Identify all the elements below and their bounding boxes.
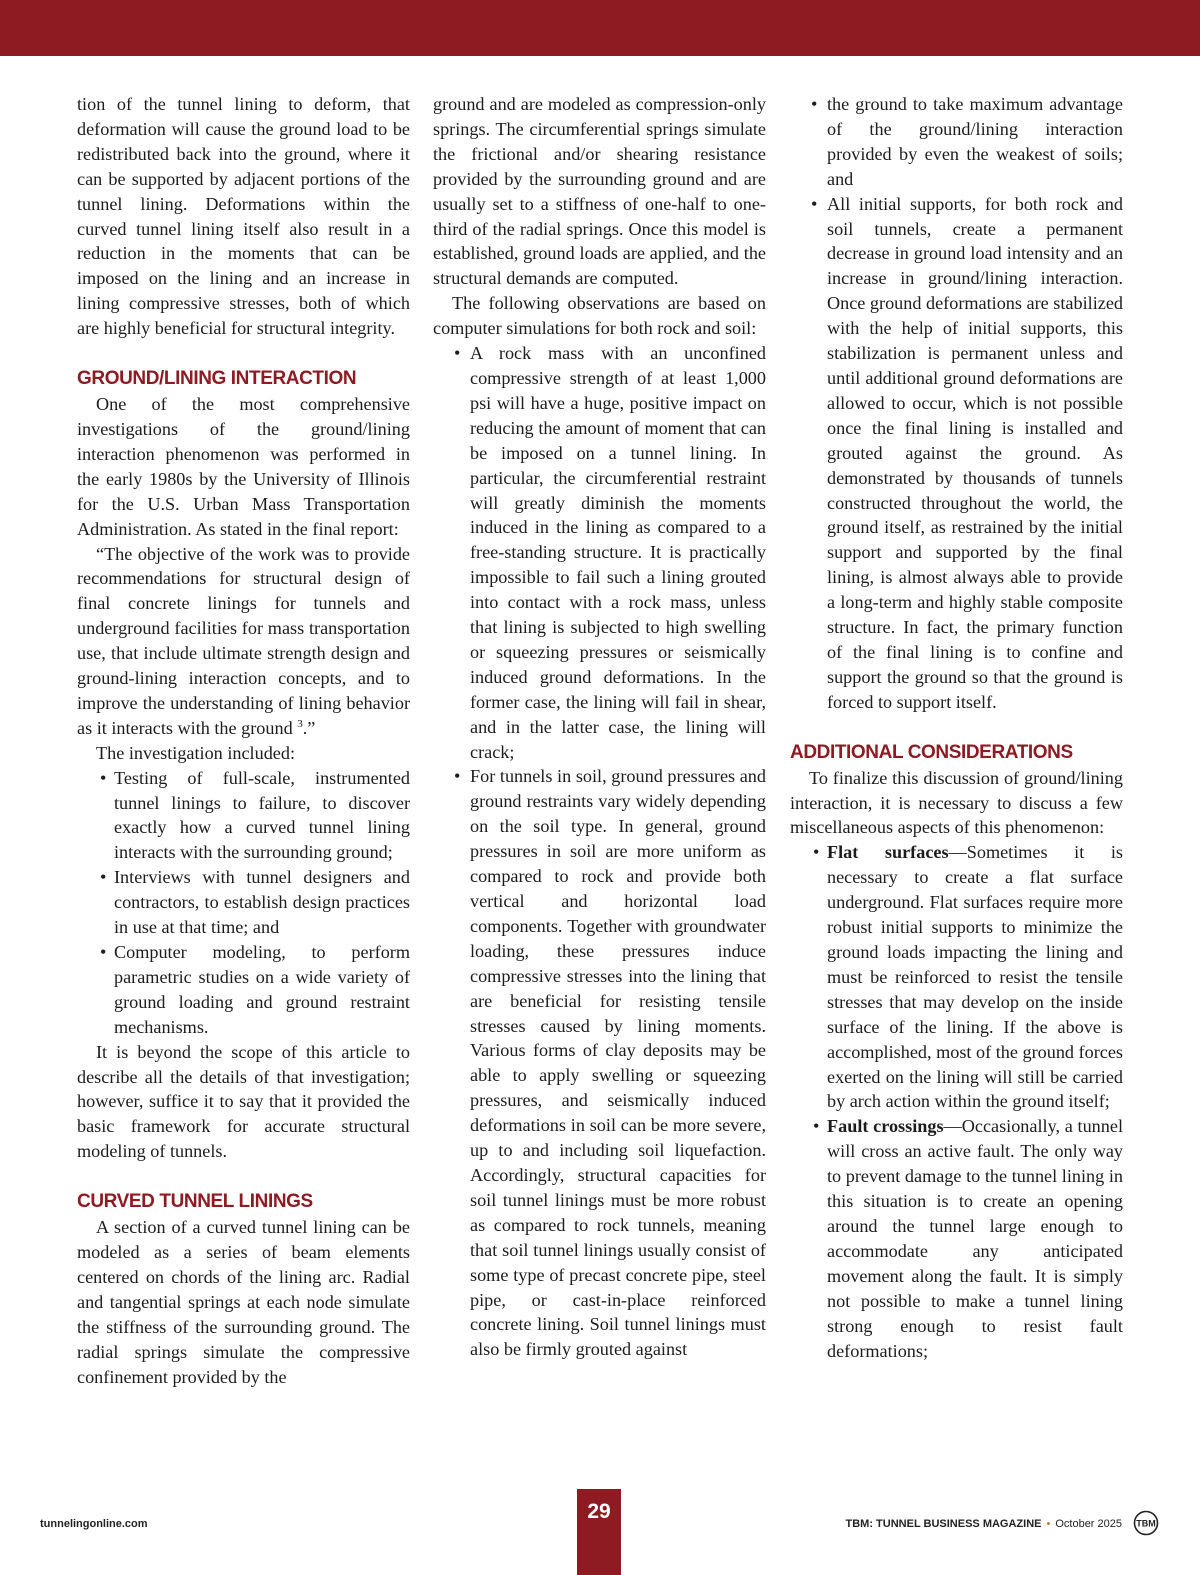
bullet-list bbox=[77, 766, 410, 1040]
paragraph: The investigation included: bbox=[96, 742, 296, 763]
list-item: • Computer modeling, to perform parametric studies on a wide variety of ground loading and ground restraint mechanisms. bbox=[77, 940, 410, 1040]
column-1 bbox=[77, 92, 410, 1390]
paragraph: It is beyond the scope of this article to describe all the details of that investigation; however, suffice it to say that it provided the basic framework for accurate structural modeling of tunnels. bbox=[77, 1041, 410, 1162]
tbm-logo-icon bbox=[1133, 1510, 1159, 1536]
section-heading-ground-lining: GROUND/LINING INTERACTION bbox=[77, 368, 357, 390]
list-item-continued: • the ground to take maximum advantage of the ground/lining interaction provided by even the weakest of soils; and bbox=[790, 92, 1123, 192]
page-number: 29 bbox=[577, 1489, 621, 1575]
footnote-ref: 3 bbox=[297, 717, 303, 730]
header-band bbox=[0, 0, 1200, 56]
bullet-list bbox=[790, 192, 1123, 715]
section-heading-curved-linings: CURVED TUNNEL LININGS bbox=[77, 1191, 313, 1213]
paragraph: A section of a curved tunnel lining can be modeled as a series of beam elements centered on chords of the lining arc. Radial and tangential springs at each node simulate the stiffness of the surrounding ground. The radial springs simulate the compressive confinement provided by the bbox=[77, 1217, 410, 1387]
list-item: • All initial supports, for both rock and soil tunnels, create a permanent decrease in ground load intensity and an increase in ground/lining interaction. Once ground deformations are stabilized with the help of initial supports, this stabilization is permanent unless and until additional ground deformations are allowed to occur, which is not possible once the final lining is installed and grouted against the ground. As demonstrated by thousands of tunnels constructed throughout the world, the ground itself, as restrained by the initial support and supported by the final lining, is almost always able to provide a long-term and highly stable composite structure. In fact, the primary function of the final lining is to confine and support the ground so that the ground is forced to support itself. bbox=[790, 192, 1123, 715]
column-2 bbox=[433, 92, 766, 1362]
section-heading-additional: ADDITIONAL CONSIDERATIONS bbox=[790, 741, 1073, 763]
paragraph: The following observations are based on computer simulations for both rock and soil: bbox=[433, 293, 766, 339]
list-item: • Interviews with tunnel designers and contractors, to establish design practices in use at that time; and bbox=[77, 865, 410, 940]
quote-paragraph: “The objective of the work was to provide recommendations for structural design of final concrete linings for tunnels and underground facilities for mass transportation use, that include ultimate strength design and ground-lining interaction concepts, and to improve the understanding of lining behavior as it interacts with the ground $^3$.” bbox=[77, 543, 410, 738]
paragraph: ground and are modeled as compression-only springs. The circumferential springs simulate the frictional and/or shearing resistance provided by the surrounding ground and are usually set to a stiffness of one-half to one-third of the radial springs. Once this model is established, ground loads are applied, and the structural demands are computed. bbox=[433, 94, 766, 289]
bullet-list-continued bbox=[790, 92, 1123, 192]
paragraph: One of the most comprehensive investigations of the ground/lining interaction phenomenon was performed in the early 1980s by the University of Illinois for the U.S. Urban Mass Transportation Administration. As stated in the final report: bbox=[77, 394, 410, 539]
bullet-list bbox=[433, 341, 766, 1362]
list-item: • Testing of full-scale, instrumented tunnel linings to failure, to discover exactly how a curved tunnel lining interacts with the surrounding ground; bbox=[77, 766, 410, 866]
magazine-footer bbox=[846, 1518, 1122, 1530]
list-item-fault-crossings: • Fault crossings—Occasionally, a tunnel will cross an active fault. The only way to prevent damage to the tunnel lining in this situation is to create an opening around the tunnel large enough to accommodate any anticipated movement along the fault. It is simply not possible to make a tunnel lining strong enough to resist fault deformations; bbox=[790, 1114, 1123, 1363]
svg-text:TBM: TBM bbox=[1136, 1518, 1156, 1529]
list-item: • For tunnels in soil, ground pressures and ground restraints vary widely depending on the soil type. In general, ground pressures in soil are more uniform as compared to rock and provide both vertical and horizontal load components. Together with groundwater loading, these pressures induce compressive stresses into the lining that are beneficial for resisting tensile stresses caused by lining moments. Various forms of clay deposits may be able to apply swelling or squeezing pressures, and seismically induced deformations in soil can be more severe, up to and including soil liquefaction. Accordingly, structural capacities for soil tunnel linings must be more robust as compared to rock tunnels, meaning that soil tunnel linings usually consist of some type of precast concrete pipe, steel pipe, or cast-in-place reinforced concrete lining. Soil tunnel linings must also be firmly grouted against bbox=[433, 764, 766, 1362]
paragraph: tion of the tunnel lining to deform, that deformation will cause the ground load to be redistributed back into the ground, where it can be supported by adjacent portions of the tunnel lining. Deformations within the curved tunnel lining itself also result in a reduction in the moments that can be imposed on the lining and an increase in lining compressive stresses, both of which are highly beneficial for structural integrity. bbox=[77, 94, 410, 339]
paragraph: To finalize this discussion of ground/lining interaction, it is necessary to discuss a few miscellaneous aspects of this phenomenon: bbox=[790, 767, 1123, 838]
bullet-list bbox=[790, 840, 1123, 1363]
list-item-flat-surfaces: • Flat surfaces—Sometimes it is necessary to create a flat surface underground. Flat surfaces require more robust initial supports to minimize the ground loads impacting the lining and must be reinforced to resist the tensile stresses that may develop on the inside surface of the lining. If the above is accomplished, most of the ground forces exerted on the lining will still be carried by arch action within the ground itself; bbox=[790, 840, 1123, 1114]
list-item: • A rock mass with an unconfined compressive strength of at least 1,000 psi will have a huge, positive impact on reducing the amount of moment that can be imposed on a tunnel lining. In particular, the circumferential restraint will greatly diminish the moments induced in the lining as compared to a free-standing structure. It is practically impossible to fail such a lining grouted into contact with a rock mass, unless that lining is subjected to high swelling or squeezing pressures or seismically induced ground deformations. In the former case, the lining will fail in shear, and in the latter case, the lining will crack; bbox=[433, 341, 766, 764]
website-link[interactable]: tunnelingonline.com bbox=[40, 1518, 148, 1530]
footer-bullet: • bbox=[1046, 1518, 1051, 1530]
issue-date: October 2025 bbox=[1055, 1518, 1122, 1530]
magazine-name: TBM: TUNNEL BUSINESS MAGAZINE bbox=[845, 1518, 1042, 1530]
column-3 bbox=[790, 92, 1123, 1363]
